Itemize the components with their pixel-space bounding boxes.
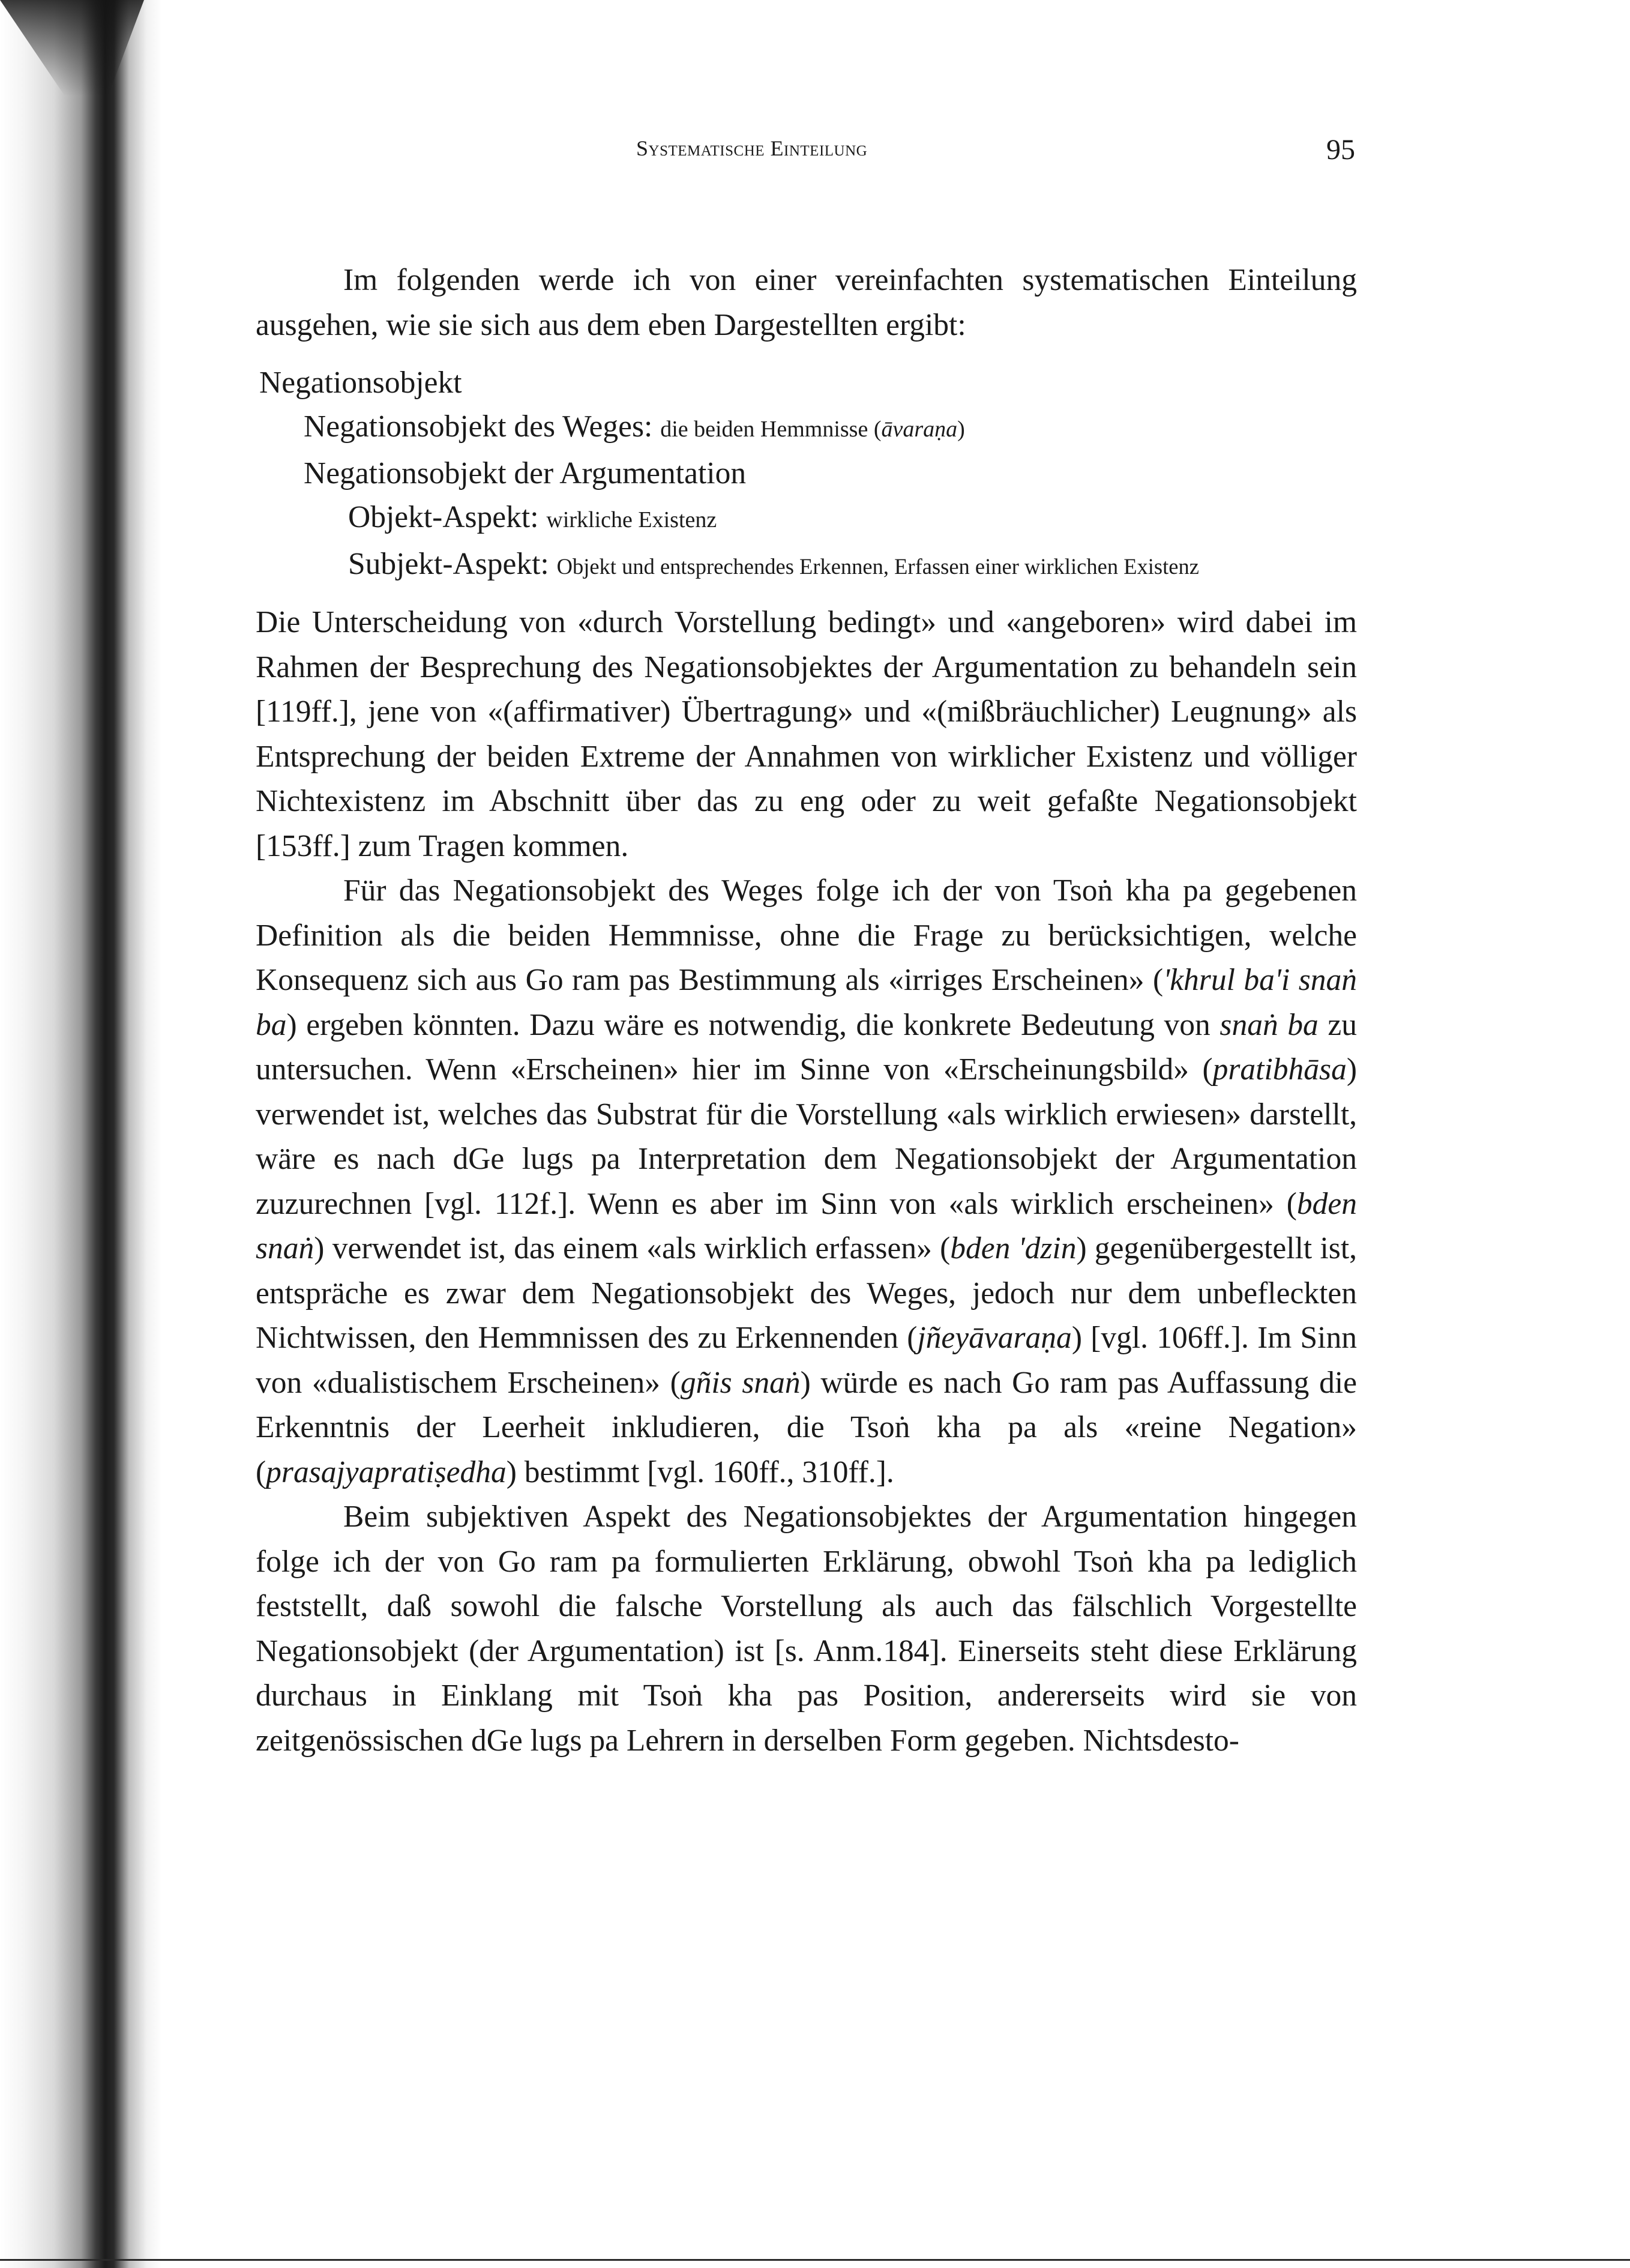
p2-term-8: prasajyapratiṣedha xyxy=(266,1455,507,1489)
scheme-root-label: Negationsobjekt xyxy=(259,366,462,400)
scheme-path-detail-text: die beiden Hemmnisse ( xyxy=(660,417,882,442)
p2-term-3: pratibhāsa xyxy=(1212,1052,1347,1087)
p2-term-7: gñis snaṅ xyxy=(680,1365,801,1400)
scheme-subject-label: Subjekt-Aspekt: xyxy=(348,547,549,581)
running-head: Systematische Einteilung xyxy=(636,136,868,160)
scheme-path-object xyxy=(256,405,1357,451)
p2-text-5: ) verwendet ist, das einem «als wirklich erfassen» ( xyxy=(314,1231,951,1265)
paragraph-3: Beim subjektiven Aspekt des Negationsobjektes der Argumentation hingegen folge ich der von Go ram pa formulierten Erklärung, obwohl Tsoṅ kha pa lediglich feststellt, daß sowohl die falsche Vorstellung als auch das fälschlich Vorgestellte Negationsobjekt (der Argumentation) ist [s. Anm.184]. Einerseits steht diese Erklärung durchaus in Einklang mit Tsoṅ kha pas Position, andererseits wird sie von zeitgenössischen dGe lugs pa Lehrern in derselben Form gegeben. Nichtsdesto- xyxy=(256,1500,1357,1758)
classification-scheme xyxy=(256,361,1357,588)
scheme-path-label: Negationsobjekt des Weges: xyxy=(304,409,653,444)
p2-text-3: zu untersuchen. Wenn «Erscheinen» hier im Sinne von «Erscheinungsbild» ( xyxy=(256,1007,1358,1087)
scheme-root xyxy=(256,361,1357,405)
scheme-subject-detail: Objekt und entsprechendes Erkennen, Erfassen einer wirklichen Existenz xyxy=(556,554,1199,579)
p2-term-6: jñeyāvaraṇa xyxy=(917,1321,1072,1355)
scan-bottom-edge xyxy=(0,2259,1630,2261)
p2-term-2: snaṅ ba xyxy=(1219,1007,1319,1042)
p2-text-4: ) verwendet ist, welches das Substrat für die Vorstellung «als wirklich erwiesen» darstellt, wäre es nach dGe lugs pa Interpretation dem Negationsobjekt der Argumentation zuzurechnen [vgl. 112f.]. Wenn es aber im Sinn von «als wirklich erscheinen» ( xyxy=(256,1052,1357,1221)
p2-term-5: bden 'dzin xyxy=(950,1231,1077,1265)
p2-text-8: ) würde es nach Go ram pas Auffassung die Erkenntnis der Leerheit inkludieren, die Tsoṅ kha pa als «reine Negation» ( xyxy=(256,1365,1357,1489)
scheme-argument-object xyxy=(256,451,1357,495)
book-gutter-shadow xyxy=(0,0,162,2268)
scheme-object-detail: wirkliche Existenz xyxy=(546,507,717,532)
scheme-path-detail-term: āvaraṇa xyxy=(881,417,958,442)
paragraph-2 xyxy=(256,869,1357,1495)
scheme-object-label: Objekt-Aspekt: xyxy=(348,500,539,534)
p2-text-2: ) ergeben könnten. Dazu wäre es notwendig, die konkrete Bedeutung von xyxy=(286,1007,1220,1042)
scheme-argument-label: Negationsobjekt der Argumentation xyxy=(304,456,747,490)
scheme-object-aspect xyxy=(256,495,1357,542)
p2-text-1: Für das Negationsobjekt des Weges folge ich der von Tsoṅ kha pa gegebenen Definition als die beiden Hemmnisse, ohne die Frage zu berücksichtigen, welche Konsequenz sich aus Go ram pas Bestimmung als «irriges Erscheinen» ( xyxy=(256,873,1357,997)
scheme-path-detail xyxy=(660,417,965,442)
p2-term-4: bden snaṅ xyxy=(256,1186,1357,1265)
intro-paragraph: Im folgenden werde ich von einer vereinfachten systematischen Einteilung ausgehen, wie sie sich aus dem eben Dargestellten ergibt: xyxy=(256,263,1357,342)
p2-text-9: ) bestimmt [vgl. 160ff., 310ff.]. xyxy=(506,1455,894,1489)
p2-text-7: ) [vgl. 106ff.]. Im Sinn von «dualistischem Erscheinen» ( xyxy=(256,1321,1357,1400)
scheme-path-detail-close: ) xyxy=(957,417,965,442)
page-body xyxy=(256,258,1357,1763)
p2-text-6: ) gegenübergestellt ist, entspräche es zwar dem Negationsobjekt des Weges, jedoch nur dem unbefleckten Nichtwissen, den Hemmnissen des zu Erkennenden ( xyxy=(256,1231,1357,1355)
p2-term-1: 'khrul ba'i snaṅ ba xyxy=(256,963,1358,1042)
page-number: 95 xyxy=(1326,134,1355,166)
scheme-subject-aspect xyxy=(256,542,1357,588)
paragraph-1: Die Unterscheidung von «durch Vorstellung bedingt» und «angeboren» wird dabei im Rahmen der Besprechung des Negationsobjektes der Argumentation zu behandeln sein [119ff.], jene von «(affirmativer) Übertragung» und «(mißbräuchlicher) Leugnung» als Entsprechung der beiden Extreme der Annahmen von wirklicher Existenz und völliger Nichtexistenz im Abschnitt über das zu eng oder zu weit gefaßte Negationsobjekt [153ff.] zum Tragen kommen. xyxy=(256,605,1357,863)
